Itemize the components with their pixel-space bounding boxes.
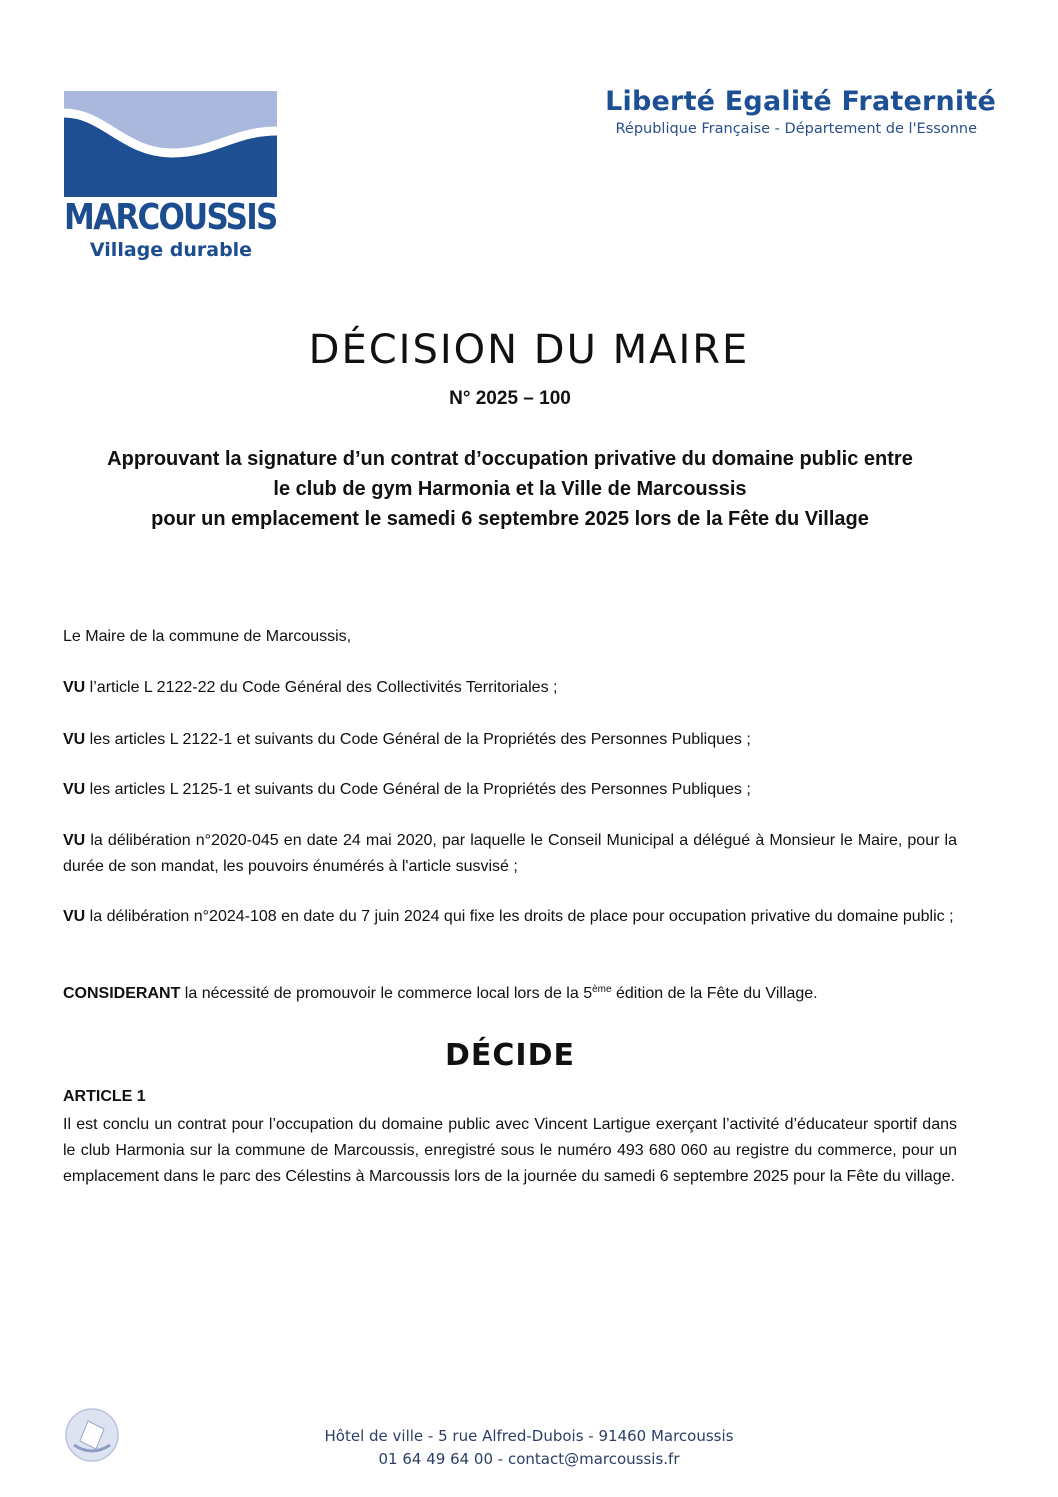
visa-label: VU: [63, 679, 86, 696]
subject-line: Approuvant la signature d’un contrat d’occupation privative du domaine public entre: [107, 448, 913, 470]
motto-subline: République Française - Département de l'Essonne: [615, 121, 977, 137]
article-text: Il est conclu un contrat pour l’occupation du domaine public avec Vincent Lartigue exerçant l’activité d’éducateur sportif dans le club Harmonia sur la commune de Marcoussis, enregistré sous le numéro 493 680 060 au registre du commerce, pour un emplacement dans le parc des Célestins à Marcoussis lors de la journée du samedi 6 septembre 2025 pour la Fête du village.: [63, 1116, 957, 1185]
visa-paragraph: [63, 777, 957, 803]
visa-text: les articles L 2122-1 et suivants du Code Général de la Propriétés des Personnes Publiques ;: [85, 731, 751, 748]
subject-line: pour un emplacement le samedi 6 septembre 2025 lors de la Fête du Village: [151, 508, 869, 530]
ordinal-suffix: ème: [592, 984, 612, 995]
footer-contact: 01 64 49 64 00 - contact@marcoussis.fr: [378, 1450, 680, 1468]
motto-line: Liberté Egalité Fraternité: [605, 86, 996, 117]
visa-text: l’article L 2122-22 du Code Général des Collectivités Territoriales ;: [85, 679, 558, 696]
visa-label: VU: [63, 832, 86, 849]
considerant-label: CONSIDERANT: [63, 985, 181, 1002]
logo-name: MARCOUSSIS: [64, 197, 277, 238]
logo-wave-icon: [64, 91, 277, 197]
decide-heading: DÉCIDE: [445, 1038, 575, 1073]
visa-paragraph: [63, 828, 957, 880]
visa-paragraph: [63, 904, 957, 930]
visa-text: la délibération n°2020-045 en date 24 mai 2020, par laquelle le Conseil Municipal a délégué à Monsieur le Maire, pour la durée de son mandat, les pouvoirs énumérés à l'article susvisé ;: [63, 832, 957, 875]
page-title: DÉCISION DU MAIRE: [308, 327, 750, 373]
considerant-text-end: édition de la Fête du Village.: [611, 985, 818, 1002]
visa-label: VU: [63, 731, 86, 748]
article-heading: ARTICLE 1: [63, 1088, 146, 1105]
subject-line: le club de gym Harmonia et la Ville de Marcoussis: [273, 478, 747, 500]
considerant-paragraph: [63, 981, 957, 1007]
decision-subject: [40, 444, 980, 534]
logo-tagline: Village durable: [89, 239, 253, 261]
visa-paragraph: [63, 675, 957, 701]
visa-label: VU: [63, 908, 86, 925]
considerant-text: la nécessité de promouvoir le commerce local lors de la 5: [180, 985, 593, 1002]
footer-address: Hôtel de ville - 5 rue Alfred-Dubois - 91460 Marcoussis: [324, 1427, 734, 1445]
republic-motto: [605, 86, 996, 137]
visa-text: la délibération n°2024-108 en date du 7 juin 2024 qui fixe les droits de place pour occupation privative du domaine public ;: [85, 908, 954, 925]
page-footer: [0, 1425, 1058, 1471]
decision-number: N° 2025 – 100: [449, 388, 571, 409]
visa-label: VU: [63, 781, 86, 798]
marcoussis-logo: [64, 91, 278, 267]
visa-text: les articles L 2125-1 et suivants du Code Général de la Propriétés des Personnes Publiques ;: [85, 781, 751, 798]
intro-paragraph: Le Maire de la commune de Marcoussis,: [63, 628, 352, 645]
visa-paragraph: [63, 727, 957, 753]
